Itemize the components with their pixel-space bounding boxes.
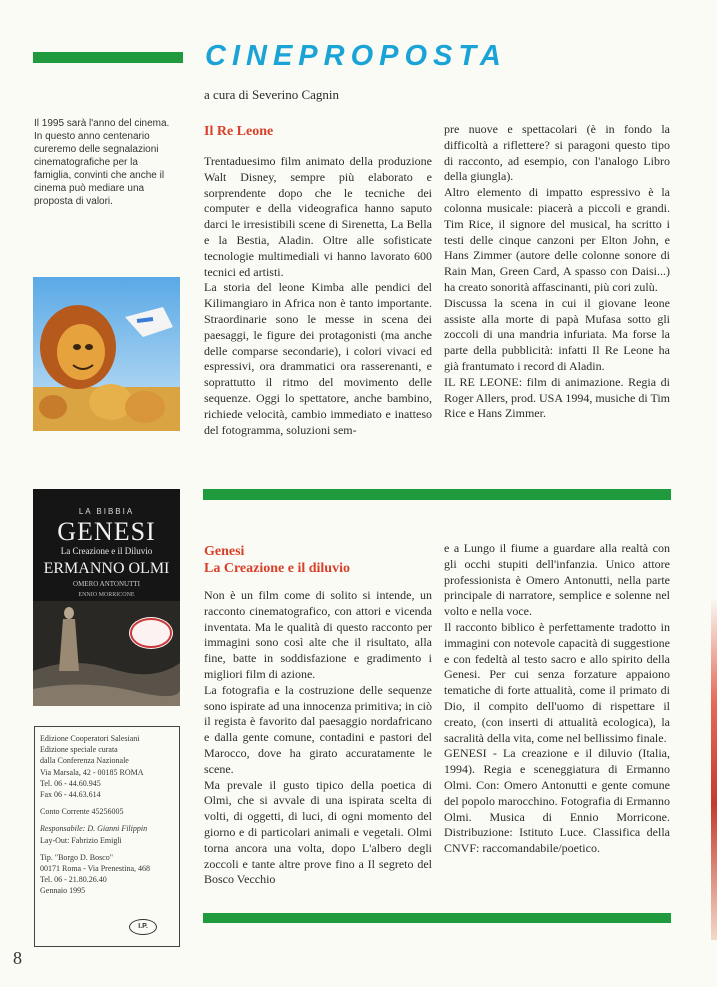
imprint-ccp: Conto Corrente 45256005 [40, 807, 124, 817]
ip-badge: I.P. [129, 919, 157, 935]
imprint-box [34, 726, 180, 947]
article2-col2-p1: e a Lungo il fiume a guardare alla realtà con gli occhi stupiti dell'infanzia. Unico attore professionista è Omero Antonutti, nella parte principale di narratore, semplice e solenne nel volto e nella voce. [444, 541, 670, 619]
article2-col1-p3: Ma prevale il gusto tipico della poetica di Olmi, che si avvale di una ispirata scelta di volti, di oggetti, di luci, di ogni momento del giorno e di particolari animali e vegetali. Olmi torna ancora una volta, dopo L'albero degli zoccoli e tante altre prove fino a Il segreto del Bosco Vecchio [204, 777, 432, 887]
poster-actor: OMERO ANTONUTTI [73, 580, 140, 588]
article1-col2-p4: IL RE LEONE: film di animazione. Regia di Roger Allers, prod. USA 1994, musiche di Tim Rice e Hans Zimmer. [444, 374, 671, 421]
top-rule-left [33, 52, 183, 63]
imprint-line: Edizione Cooperatori Salesiani [40, 734, 140, 743]
poster-subtitle: La Creazione e il Diluvio [60, 546, 153, 556]
imprint-line: Tel. 06 - 21.80.26.40 [40, 875, 107, 885]
article2-title-line1: Genesi [204, 544, 245, 559]
article1-col1-p1: Trentaduesimo film animato della produzione Walt Disney, sempre più elaborato e sorprendente dopo che le tecniche dei computer e della videografica hanno saputo darci le irresistibili scene di Sirenetta, La Bella e la Bestia, Aladin. Oltre alle sofisticate tecnologie multimediali vi hanno lavorato 600 tecnici ed artisti. [204, 154, 432, 279]
imprint-line: Via Marsala, 42 - 00185 ROMA [40, 767, 144, 777]
imprint-line: 00171 Roma - Via Prenestina, 468 [40, 864, 151, 874]
middle-rule [203, 489, 671, 500]
lion-king-illustration [33, 277, 180, 431]
article2-col2 [444, 541, 670, 857]
poster-director: ERMANNO OLMI [43, 560, 170, 577]
bottom-rule [203, 913, 671, 923]
page-edge-decoration [711, 600, 717, 940]
byline: a cura di Severino Cagnin [204, 87, 340, 102]
imprint-line: Tel. 06 - 44.60.945 [40, 778, 101, 788]
article1-col2 [444, 122, 670, 422]
article2-col1-p1: Non è un film come di solito si intende, un racconto cinematografico, con attori e vicenda inventata. Ma le qualità di questo racconto per immagini sono così alte che il risultato, alla fine, batte in soddisfazione e gradimento i migliori film di azione. [204, 588, 432, 681]
poster-top-line: LA BIBBIA [78, 507, 135, 516]
genesi-poster [33, 489, 180, 706]
article1-col2-p1: pre nuove e spettacolari (è in fondo la difficoltà a riflettere? si paragoni questo tipo di racconto, ad esempio, con l'analogo Libro della giungla). [444, 122, 670, 184]
imprint-line: Fax 06 - 44.63.614 [40, 790, 101, 800]
imprint-line: Tip. "Borgo D. Bosco" [40, 852, 113, 862]
article1-title: Il Re Leone [204, 124, 274, 139]
article2-col2-p3: GENESI - La creazione e il diluvio (Italia, 1994). Regia e sceneggiatura di Ermanno Olmi. Con: Omero Antonutti e gente comune del popolo marocchino. Fotografia di Ermanno Olmi. Musica di Ennio Morricone. Distribuzione: Istituto Luce. Classifica della CNVF: raccomandabile/poetico. [444, 746, 670, 856]
imprint-line: Edizione speciale curata [40, 745, 118, 755]
sidenote: Il 1995 sarà l'anno del cinema. In questo anno centenario cureremo delle segnalazioni cinematografiche per la famiglia, convinti che anche il cinema può mediare una proposta di valori. [34, 118, 170, 207]
article2-title-line2: La Creazione e il diluvio [204, 561, 350, 576]
poster-figure-illustration [33, 601, 180, 706]
section-title: CINEPROPOSTA [205, 40, 507, 72]
imprint-line: dalla Conferenza Nazionale [40, 756, 129, 766]
article2-col1 [204, 588, 432, 888]
article1-col2-p3: Discussa la scena in cui il giovane leone assiste alla morte di papà Mufasa sotto gli zoccoli di una mandria infuriata. Ma forse la parte della pubblicità: infatti Il Re Leone ha già frantumato i record di Aladin. [444, 295, 670, 373]
imprint-layout: Lay-Out: Fabrizio Emigli [40, 835, 122, 845]
article2-col1-p2: La fotografia e la costruzione delle sequenze sono ispirate ad una innocenza primitiva; in ciò il regista è favorito dal paesaggio nordafricano e dalla gente comune, contadini e pastori del Marocco, dove ha girato accuratamente le scene. [204, 682, 432, 776]
article1-col1 [204, 154, 432, 438]
article1-col1-p2: La storia del leone Kimba alle pendici del Kilimangiaro in Africa non è tanto importante. Straordinarie sono le messe in scena dei paesaggi, le figure dei protagonisti (ma anche delle comparse secondarie), i colori vivaci ed espressivi, ora drammatici ora rasserenanti, e soprattutto il ritmo del movimento delle sequenze. Oggi lo spettatore, anche bambino, richiede velocità, cambio immediato e inatteso del fotogramma, soluzioni sem- [204, 280, 432, 437]
poster-composer: ENNIO MORRICONE [78, 592, 135, 598]
article1-col2-p2: Altro elemento di impatto espressivo è la colonna musicale: piacerà a piccoli e grandi. Tim Rice, il signore del musical, ha scritto i testi delle cinque canzoni per Elton John, e Hans Zimmer (autore delle colonne sonore di Rain Man, Green Card, A spasso con Daisi...) ha creato sonorità affascinanti, più cori zulù. [444, 185, 670, 294]
imprint-responsible: Responsabile: D. Gianni Filippin [40, 824, 148, 834]
imprint-line: Gennaio 1995 [40, 886, 86, 896]
article2-col2-p2: Il racconto biblico è perfettamente tradotto in immagini con notevole capacità di suggestione e con fedeltà al testo sacro e allo spirito della Genesi. Per cui senza forzature appaiono tematiche di forte attualità, come il primato di Dio, il compito dell'uomo di rispettare il creato, (con inserti di attualità ecologica), la sacralità della vita, come nel bellissimo finale. [444, 619, 670, 745]
poster-title: GENESI [57, 517, 156, 546]
page-number: 8 [13, 948, 22, 968]
